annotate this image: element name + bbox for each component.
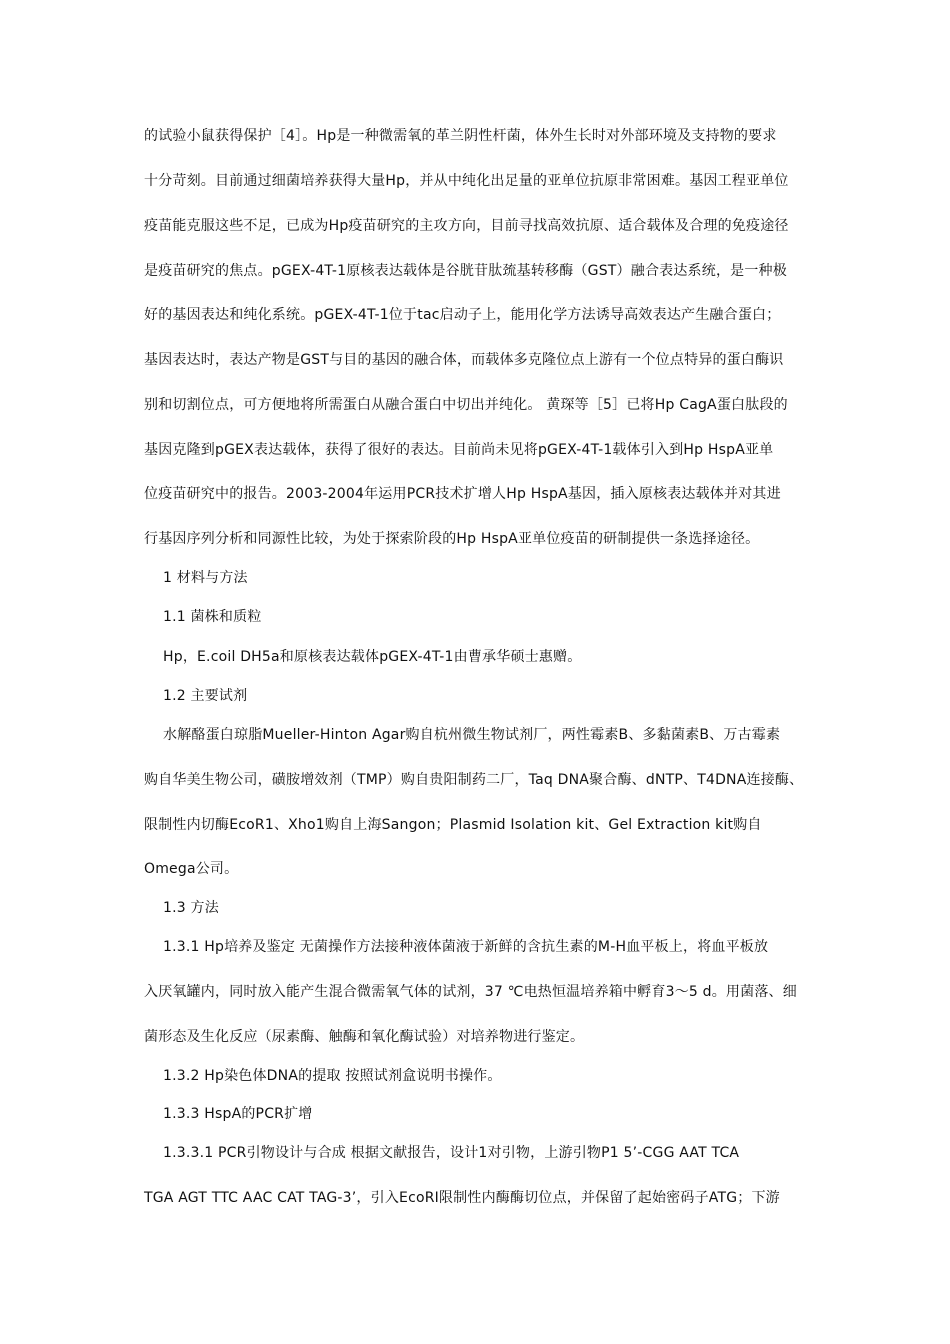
body-text-line: 十分苛刻。目前通过细菌培养获得大量Hp，并从中纯化出足量的亚单位抗原非常困难。基因工程亚单位 — [144, 173, 789, 189]
subsection-heading-reagents: 1.2 主要试剂 — [163, 688, 248, 704]
body-text-line: 疫苗能克服这些不足，已成为Hp疫苗研究的主攻方向，目前寻找高效抗原、适合载体及合理的免疫途径 — [144, 218, 789, 234]
body-text-line: 基因表达时，表达产物是GST与目的基因的融合体，而载体多克隆位点上游有一个位点特异的蛋白酶识 — [144, 352, 784, 368]
body-text-line: 1.3.3.1 PCR引物设计与合成 根据文献报告，设计1对引物，上游引物P1 5’-CGG AAT TCA — [163, 1145, 740, 1161]
body-text-line: 菌形态及生化反应（尿素酶、触酶和氧化酶试验）对培养物进行鉴定。 — [144, 1029, 585, 1045]
body-text-line: 好的基因表达和纯化系统。pGEX-4T-1位于tac启动子上，能用化学方法诱导高效表达产生融合蛋白； — [144, 307, 781, 323]
body-text-line: 行基因序列分析和同源性比较，为处于探索阶段的Hp HspA亚单位疫苗的研制提供一条选择途径。 — [144, 531, 760, 547]
body-text-line: TGA AGT TTC AAC CAT TAG-3’，引入EcoRI限制性内酶酶切位点，并保留了起始密码子ATG；下游 — [144, 1190, 780, 1206]
body-text-line: 基因克隆到pGEX表达载体，获得了很好的表达。目前尚未见将pGEX-4T-1载体引入到Hp HspA亚单 — [144, 442, 774, 458]
body-text-line: 水解酪蛋白琼脂Mueller-Hinton Agar购自杭州微生物试剂厂，两性霉素B、多黏菌素B、万古霉素 — [163, 727, 781, 743]
body-text-line: 购自华美生物公司，磺胺增效剂（TMP）购自贵阳制药二厂，Taq DNA聚合酶、dNTP、T4DNA连接酶、 — [144, 772, 804, 788]
body-text-line: Hp，E.coil DH5a和原核表达载体pGEX-4T-1由曹承华硕士惠赠。 — [163, 649, 582, 665]
subsection-heading-pcr: 1.3.3 HspA的PCR扩增 — [163, 1106, 313, 1122]
body-text-line: 限制性内切酶EcoR1、Xho1购自上海Sangon；Plasmid Isolation kit、Gel Extraction kit购自 — [144, 817, 762, 833]
subsection-heading-strains: 1.1 菌株和质粒 — [163, 609, 262, 625]
body-text-line: 1.3.2 Hp染色体DNA的提取 按照试剂盒说明书操作。 — [163, 1068, 502, 1084]
body-text-line: Omega公司。 — [144, 861, 239, 877]
section-heading-materials-methods: 1 材料与方法 — [163, 570, 248, 586]
body-text-line: 1.3.1 Hp培养及鉴定 无菌操作方法接种液体菌液于新鲜的含抗生素的M-H血平板上，将血平板放 — [163, 939, 769, 955]
body-text-line: 的试验小鼠获得保护［4］。Hp是一种微需氧的革兰阴性杆菌，体外生长时对外部环境及支持物的要求 — [144, 128, 777, 144]
body-text-line: 是疫苗研究的焦点。pGEX-4T-1原核表达载体是谷胱苷肽巯基转移酶（GST）融合表达系统，是一种极 — [144, 263, 787, 279]
body-text-line: 入厌氧罐内，同时放入能产生混合微需氧气体的试剂，37 ℃电热恒温培养箱中孵育3～5 d。用菌落、细 — [144, 984, 797, 1000]
body-text-line: 位疫苗研究中的报告。2003-2004年运用PCR技术扩增人Hp HspA基因，插入原核表达载体并对其进 — [144, 486, 781, 502]
subsection-heading-methods: 1.3 方法 — [163, 900, 219, 916]
body-text-line: 别和切割位点，可方便地将所需蛋白从融合蛋白中切出并纯化。 黄琛等［5］已将Hp CagA蛋白肽段的 — [144, 397, 788, 413]
